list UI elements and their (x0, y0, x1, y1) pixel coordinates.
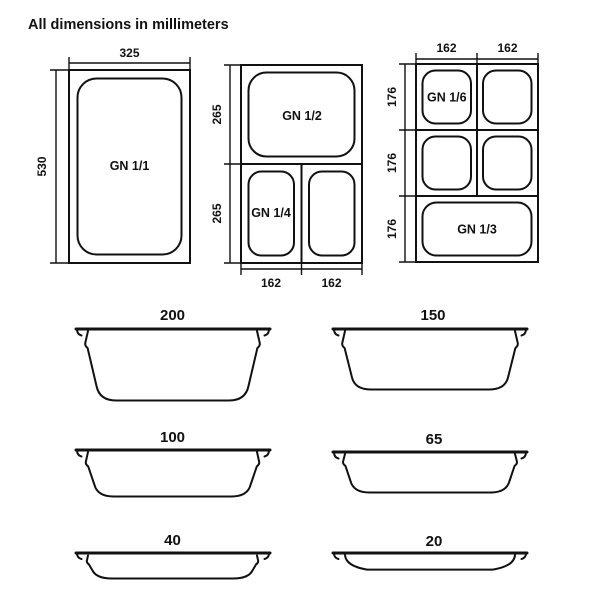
gn16-gn13-width-dimension (416, 41, 538, 64)
pan-rim-curl-left (77, 330, 82, 336)
gn12-gn14-depth-dimension (210, 65, 241, 263)
gn11-depth-dimension (35, 70, 69, 263)
gn14-pan-opening-right (309, 172, 355, 256)
pan-rim-curl-right (522, 554, 527, 559)
pan-profile-100 (76, 429, 270, 497)
pan-rim-curl-left (334, 554, 339, 559)
gn13-label: GN 1/3 (457, 222, 497, 237)
gn12-label: GN 1/2 (282, 109, 322, 123)
gn11-width-value: 325 (119, 46, 140, 60)
pan-depth-label: 40 (164, 532, 181, 549)
pan-rim-curl-right (265, 554, 270, 559)
gn16-gn13-plan-view (385, 41, 538, 262)
gn11-width-dimension (69, 46, 190, 71)
gn16-pan-opening-3 (423, 137, 472, 190)
pan-profile-65 (333, 431, 527, 493)
pan-profile-150 (333, 307, 527, 390)
gn16-depth-value-row2: 176 (385, 152, 399, 174)
gn12-gn14-width-dimension (241, 263, 362, 290)
pan-rim-curl-right (265, 451, 270, 457)
pan-profile-200 (76, 307, 270, 401)
pan-depth-label: 150 (420, 307, 446, 324)
pan-rim-curl-right (522, 330, 527, 336)
gn11-label: GN 1/1 (109, 159, 150, 173)
pan-depth-label: 200 (159, 307, 186, 324)
gn16-width-value: 162 (436, 41, 457, 55)
pan-rim-curl-left (334, 330, 339, 336)
pan-rim-curl-right (522, 453, 527, 459)
page-title: All dimensions in millimeters (28, 17, 229, 33)
gn14-label: GN 1/4 (251, 206, 291, 220)
gn16-width-value-right: 162 (497, 41, 518, 55)
pan-depth-label: 100 (159, 429, 186, 446)
gn12-gn14-plan-view (210, 65, 362, 290)
pan-rim-curl-left (77, 451, 82, 457)
gn14-depth-value: 265 (210, 203, 224, 224)
pan-rim-curl-right (265, 330, 270, 336)
gn11-plan-view (35, 46, 190, 263)
gn14-width-value-right: 162 (321, 276, 342, 290)
gn16-pan-opening-2 (483, 71, 532, 124)
pan-body-outline (343, 454, 517, 493)
gn16-pan-opening-4 (483, 137, 532, 190)
pan-body-outline (87, 556, 258, 579)
gn16-label: GN 1/6 (426, 90, 467, 105)
pan-profile-40 (76, 532, 270, 579)
pan-body-outline (345, 555, 515, 570)
gn16-gn13-depth-dimension (385, 64, 416, 262)
pan-rim-curl-left (77, 554, 82, 559)
gn11-depth-value: 530 (35, 156, 49, 177)
pan-body-outline (85, 331, 260, 401)
pan-depth-label: 65 (425, 431, 443, 448)
pan-rim-curl-left (334, 453, 339, 459)
pan-profile-20 (333, 533, 527, 570)
pan-depth-label: 20 (425, 533, 443, 550)
gn12-depth-value: 265 (210, 104, 224, 125)
gn16-depth-value-row1: 176 (385, 86, 399, 108)
pan-body-outline (342, 331, 518, 390)
gn13-depth-value: 176 (385, 218, 399, 240)
gn14-width-value: 162 (260, 276, 282, 290)
pan-body-outline (86, 452, 259, 497)
